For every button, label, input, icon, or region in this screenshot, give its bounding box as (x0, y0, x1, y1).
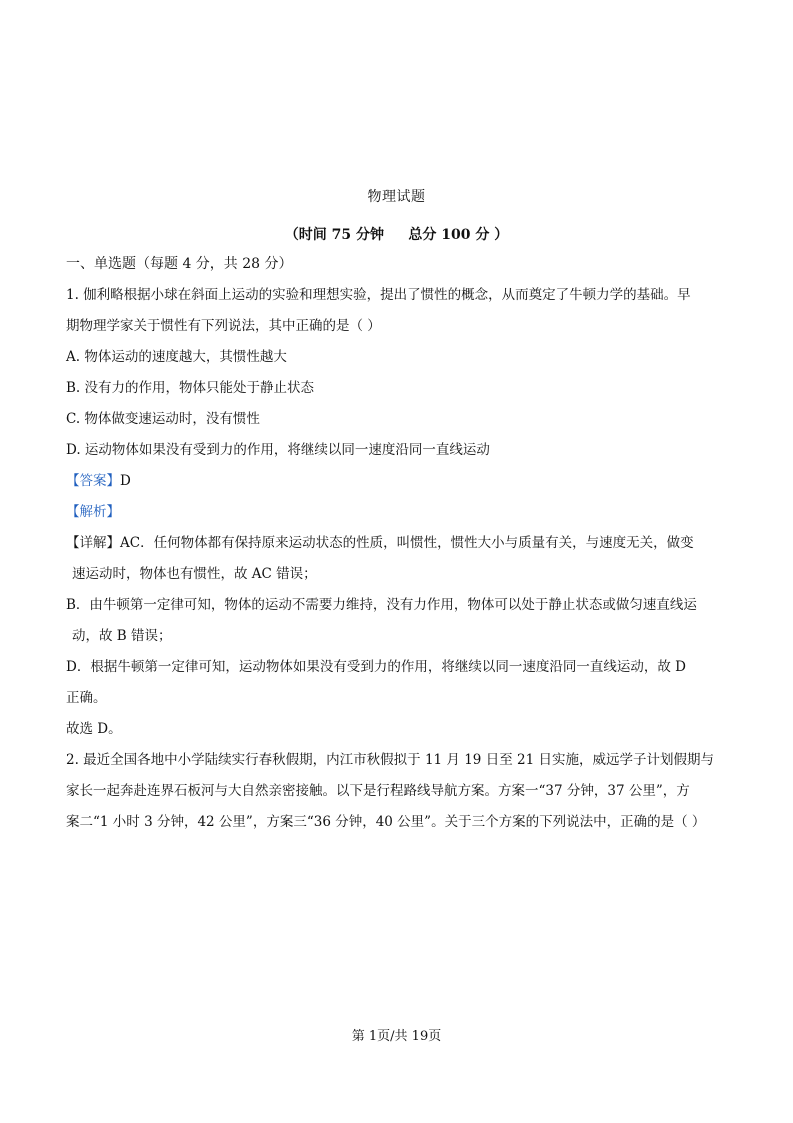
analysis-tag: 【解析】 (66, 504, 120, 520)
q1-option-c: C. 物体做变速运动时，没有惯性 (66, 411, 260, 427)
answer-tag: 【答案】 (66, 473, 120, 489)
detail-tag: 【详解】 (66, 535, 120, 551)
answer-value: D (120, 473, 131, 489)
detail-text: AC．任何物体都有保持原来运动状态的性质，叫惯性，惯性大小与质量有关，与速度无关，做变 (120, 535, 694, 551)
q1-analysis-line (66, 503, 120, 521)
q1-stem-line2: 期物理学家关于惯性有下列说法，其中正确的是（ ） (66, 318, 381, 334)
q1-d-line1: D．根据牛顿第一定律可知，运动物体如果没有受到力的作用，将继续以同一速度沿同一直线运动，故 D (66, 659, 686, 675)
q2-line2: 家长一起奔赴连界石板河与大自然亲密接触。以下是行程路线导航方案。方案一“37 分钟，37 公里”，方 (66, 783, 690, 799)
q1-b-line2: 动，故 B 错误； (72, 628, 172, 644)
section-heading: 一、单选题（每题 4 分，共 28 分） (66, 256, 293, 272)
document-subtitle: （时间 75 分钟 总分 100 分 ） (284, 227, 509, 243)
q1-b-line1: B．由牛顿第一定律可知，物体的运动不需要力维持，没有力作用，物体可以处于静止状态或做匀速直线运 (66, 597, 697, 613)
q2-line3: 案二“1 小时 3 分钟，42 公里”，方案三“36 分钟，40 公里”。关于三个方案的下列说法中，正确的是（ ） (66, 814, 706, 830)
document-title: 物理试题 (367, 189, 426, 205)
q1-detail-line1 (66, 534, 694, 552)
q1-answer-line (66, 472, 131, 490)
q1-option-d: D. 运动物体如果没有受到力的作用，将继续以同一速度沿同一直线运动 (66, 442, 490, 458)
q1-conclusion: 故选 D。 (66, 721, 122, 737)
q1-option-a: A. 物体运动的速度越大，其惯性越大 (66, 349, 287, 365)
page-footer: 第 1页/共 19页 (351, 1029, 442, 1044)
q1-stem-line1: 1. 伽利略根据小球在斜面上运动的实验和理想实验，提出了惯性的概念，从而奠定了牛顿力学的基础。早 (66, 287, 691, 303)
q1-d-line2: 正确。 (66, 690, 107, 706)
q1-detail-line2: 速运动时，物体也有惯性，故 AC 错误； (72, 566, 317, 582)
q1-option-b: B. 没有力的作用，物体只能处于静止状态 (66, 380, 315, 396)
q2-line1: 2. 最近全国各地中小学陆续实行春秋假期，内江市秋假拟于 11 月 19 日至 21 日实施，威远学子计划假期与 (66, 752, 714, 768)
